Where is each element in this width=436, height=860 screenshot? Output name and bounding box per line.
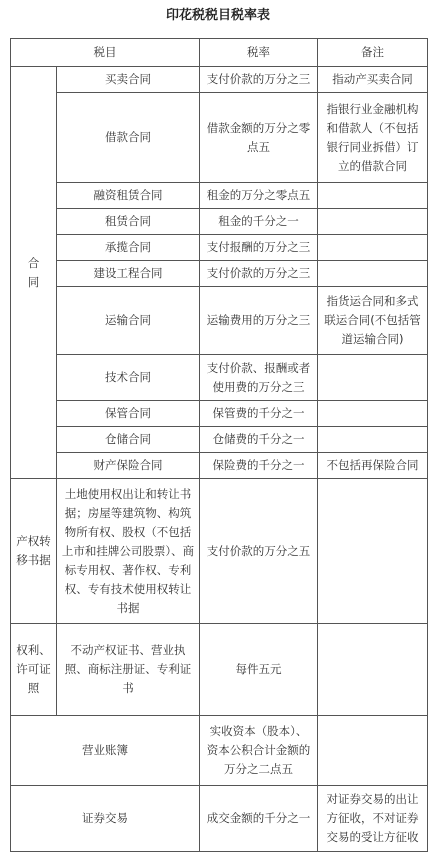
header-item: 税目 bbox=[11, 39, 200, 67]
table-row bbox=[11, 453, 428, 479]
row-item: 融资租赁合同 bbox=[57, 183, 200, 209]
row-note: 指动产买卖合同 bbox=[318, 67, 428, 93]
table-row bbox=[11, 401, 428, 427]
row-note: 不包括再保险合同 bbox=[318, 453, 428, 479]
table-row bbox=[11, 235, 428, 261]
header-note: 备注 bbox=[318, 39, 428, 67]
row-rate: 保管费的千分之一 bbox=[200, 401, 318, 427]
row-rate: 支付价款的万分之五 bbox=[200, 479, 318, 624]
row-item: 土地使用权出让和转让书据；房屋等建筑物、构筑物所有权、股权（不包括上市和挂牌公司股票）、商标专用权、著作权、专利权、专有技术使用权转让书据 bbox=[57, 479, 200, 624]
row-rate: 支付报酬的万分之三 bbox=[200, 235, 318, 261]
row-item: 租赁合同 bbox=[57, 209, 200, 235]
row-note bbox=[318, 624, 428, 716]
row-note: 指银行业金融机构和借款人（不包括银行同业拆借）订立的借款合同 bbox=[318, 93, 428, 183]
row-rate: 成交金额的千分之一 bbox=[200, 786, 318, 852]
row-rate: 实收资本（股本）、资本公积合计金额的万分之二点五 bbox=[200, 716, 318, 786]
group-label-contract: 合同 bbox=[11, 67, 57, 479]
table-row bbox=[11, 786, 428, 852]
row-item: 证券交易 bbox=[11, 786, 200, 852]
row-rate: 支付价款的万分之三 bbox=[200, 261, 318, 287]
page-title: 印花税税目税率表 bbox=[165, 8, 270, 23]
row-item: 运输合同 bbox=[57, 287, 200, 355]
row-rate: 支付价款的万分之三 bbox=[200, 67, 318, 93]
table-row bbox=[11, 209, 428, 235]
row-item: 技术合同 bbox=[57, 355, 200, 401]
row-note bbox=[318, 401, 428, 427]
group-label-property: 产权转移书据 bbox=[11, 479, 57, 624]
table-row bbox=[11, 93, 428, 183]
row-rate: 保险费的千分之一 bbox=[200, 453, 318, 479]
row-item: 保管合同 bbox=[57, 401, 200, 427]
row-note bbox=[318, 716, 428, 786]
row-item: 建设工程合同 bbox=[57, 261, 200, 287]
row-note bbox=[318, 183, 428, 209]
row-rate: 每件五元 bbox=[200, 624, 318, 716]
row-item: 财产保险合同 bbox=[57, 453, 200, 479]
row-note: 指货运合同和多式联运合同(不包括管道运输合同) bbox=[318, 287, 428, 355]
row-note bbox=[318, 261, 428, 287]
table-row bbox=[11, 287, 428, 355]
row-note bbox=[318, 427, 428, 453]
row-item: 承揽合同 bbox=[57, 235, 200, 261]
row-item: 买卖合同 bbox=[57, 67, 200, 93]
row-rate: 运输费用的万分之三 bbox=[200, 287, 318, 355]
row-note bbox=[318, 355, 428, 401]
table-header-row bbox=[11, 39, 428, 67]
row-item: 借款合同 bbox=[57, 93, 200, 183]
table-row bbox=[11, 261, 428, 287]
row-item: 不动产权证书、营业执照、商标注册证、专利证书 bbox=[57, 624, 200, 716]
row-rate: 支付价款、报酬或者使用费的万分之三 bbox=[200, 355, 318, 401]
row-note bbox=[318, 479, 428, 624]
row-rate: 租金的千分之一 bbox=[200, 209, 318, 235]
row-rate: 仓储费的千分之一 bbox=[200, 427, 318, 453]
table-row bbox=[11, 183, 428, 209]
table-row bbox=[11, 624, 428, 716]
header-rate: 税率 bbox=[200, 39, 318, 67]
table-row bbox=[11, 479, 428, 624]
group-label-license: 权利、许可证照 bbox=[11, 624, 57, 716]
row-note bbox=[318, 209, 428, 235]
row-item: 营业账簿 bbox=[11, 716, 200, 786]
tax-rate-table bbox=[10, 38, 428, 852]
row-note: 对证券交易的出让方征收，不对证券交易的受让方征收 bbox=[318, 786, 428, 852]
row-rate: 借款金额的万分之零点五 bbox=[200, 93, 318, 183]
table-row bbox=[11, 716, 428, 786]
table-row bbox=[11, 355, 428, 401]
table-row bbox=[11, 427, 428, 453]
row-note bbox=[318, 235, 428, 261]
row-item: 仓储合同 bbox=[57, 427, 200, 453]
row-rate: 租金的万分之零点五 bbox=[200, 183, 318, 209]
table-row bbox=[11, 67, 428, 93]
